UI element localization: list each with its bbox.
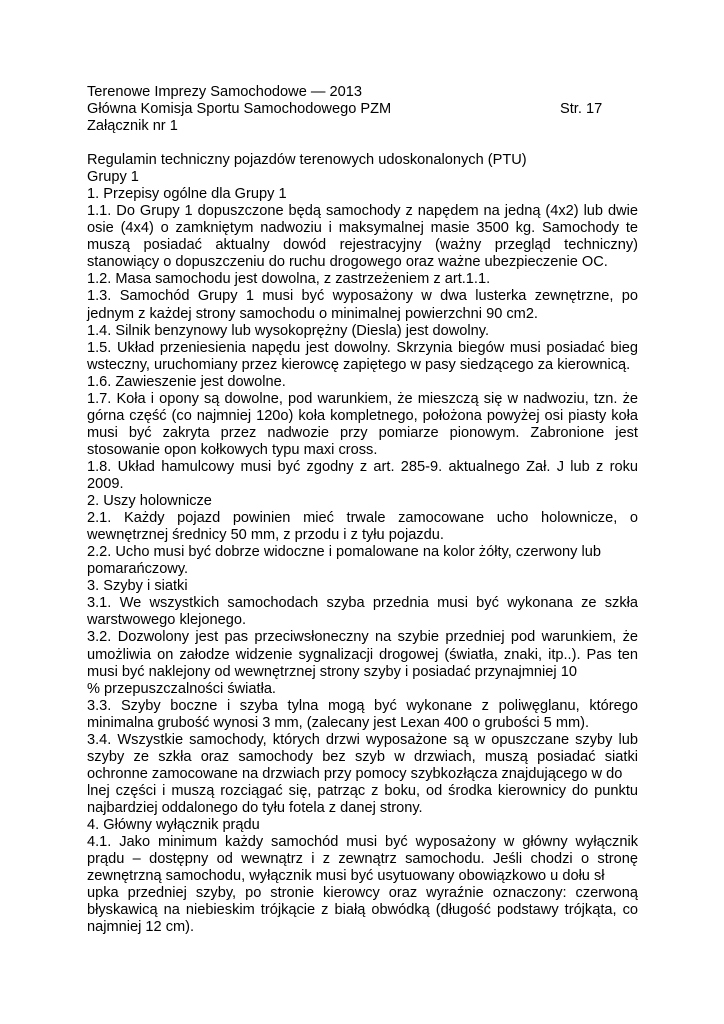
header-attachment: Załącznik nr 1 [87, 118, 178, 134]
text-line: 3.1. We wszystkich samochodach szyba przednia musi być wykonana ze szkła [87, 595, 638, 612]
page-number: Str. 17 [560, 101, 603, 117]
text-line: stanowiący o dopuszczeniu do ruchu drogowego oraz ważne ubezpieczenie OC. [87, 254, 608, 271]
text-line: prądu – dostępny od wewnątrz i z zewnątrz samochodu. Jeśli chodzi o stronę [87, 851, 638, 868]
text-line: minimalna grubość wynosi 3 mm, (zalecany jest Lexan 400 o grubości 5 mm). [87, 714, 590, 731]
text-line: lnej części i muszą rozciągać się, patrząc z boku, od środka kierownicy do punktu [87, 782, 638, 799]
text-line: 4. Główny wyłącznik prądu [87, 817, 260, 833]
text-line: Regulamin techniczny pojazdów terenowych udoskonalonych (PTU) [87, 152, 527, 168]
text-line: stosowanie opon kołkowych typu maxi cross. [87, 441, 378, 458]
text-line: 1.5. Układ przeniesienia napędu jest dowolny. Skrzynia biegów musi posiadać bieg [87, 339, 638, 356]
text-line: błyskawicą na niebieskim trójkącie z białą obwódką (długość podstawy trójkąta, co [87, 902, 638, 919]
text-line: zewnętrzną samochodu, wyłącznik musi być usytuowany obowiązkowo u dołu sł [87, 868, 605, 885]
text-line: 1.4. Silnik benzynowy lub wysokoprężny (Diesla) jest dowolny. [87, 322, 490, 339]
text-line: 2009. [87, 475, 124, 492]
text-line: 4.1. Jako minimum każdy samochód musi być wyposażony w główny wyłącznik [87, 834, 638, 850]
text-line: muszą posiadać aktualny dowód rejestracyjny (ważny przegląd techniczny) [87, 237, 638, 254]
text-line: 2. Uszy holownicze [87, 493, 212, 509]
text-line: umożliwia on załodze widzenie sygnalizacji drogowej (światła, znaki, itp..). Pas ten [87, 646, 638, 663]
text-line: 1.6. Zawieszenie jest dowolne. [87, 373, 286, 390]
text-line: upka przedniej szyby, po stronie kierowcy oraz wyraźnie oznaczony: czerwoną [87, 885, 638, 902]
text-line: 2.1. Każdy pojazd powinien mieć trwale zamocowane ucho holownicze, o [87, 510, 638, 527]
text-line: szyby ze szkła oraz samochody bez szyb w drzwiach, muszą posiadać siatki [87, 748, 638, 765]
text-line: 2.2. Ucho musi być dobrze widoczne i pomalowane na kolor żółty, czerwony lub [87, 544, 602, 561]
header-title: Terenowe Imprezy Samochodowe — 2013 [87, 84, 362, 100]
text-line: warstwowego klejonego. [87, 612, 246, 629]
text-line: 3. Szyby i siatki [87, 578, 188, 595]
text-line: Grupy 1 [87, 169, 139, 186]
text-line: 3.4. Wszystkie samochody, których drzwi wyposażone są w opuszczane szyby lub [87, 731, 638, 748]
text-line: 1. Przepisy ogólne dla Grupy 1 [87, 186, 287, 203]
text-line: wewnętrznej średnicy 50 mm, z przodu i z tyłu pojazdu. [87, 527, 444, 544]
text-line: 3.2. Dozwolony jest pas przeciwsłoneczny na szybie przedniej pod warunkiem, że [87, 629, 638, 646]
text-line: 1.3. Samochód Grupy 1 musi być wyposażony w dwa lusterka zewnętrzne, po [87, 288, 638, 305]
text-line: 1.7. Koła i opony są dowolne, pod warunkiem, że mieszczą się w nadwoziu, tzn. że [87, 390, 638, 407]
text-line: 1.1. Do Grupy 1 dopuszczone będą samochody z napędem na jedną (4x2) lub dwie [87, 203, 638, 220]
text-line: musi być naklejony od wewnętrznej strony szyby i posiadać przynajmniej 10 [87, 663, 577, 680]
text-line: najmniej 12 cm). [87, 919, 195, 936]
text-line: % przepuszczalności światła. [87, 680, 276, 697]
text-line: wsteczny, uruchomiany przez kierowcę zapiętego w pasy siedzącego za kierownicą. [87, 356, 631, 373]
text-line: 1.2. Masa samochodu jest dowolna, z zastrzeżeniem z art.1.1. [87, 271, 491, 288]
text-line: osie (4x4) o zamkniętym nadwoziu i maksymalnej masie 3500 kg. Samochody te [87, 220, 638, 237]
text-line: górna część (co najmniej 120o) koła kompletnego, położona powyżej osi piasty koła [87, 407, 638, 424]
header-organization: Główna Komisja Sportu Samochodowego PZM [87, 101, 392, 117]
text-line: jednym z każdej strony samochodu o minimalnej powierzchni 90 cm2. [87, 305, 538, 322]
text-line: 3.3. Szyby boczne i szyba tylna mogą być wykonane z poliwęglanu, którego [87, 697, 638, 714]
text-line: najbardziej oddalonego do tyłu fotela z danej strony. [87, 799, 423, 816]
text-line: musi być zakryta przez nadwozie przy pomiarze pionowym. Zabronione jest [87, 424, 638, 441]
text-line: pomarańczowy. [87, 561, 189, 578]
text-line: 1.8. Układ hamulcowy musi być zgodny z art. 285-9. aktualnego Zał. J lub z roku [87, 458, 638, 475]
text-line: ochronne zamocowane na drzwiach przy pomocy szybkozłącza znajdującego w do [87, 765, 623, 782]
